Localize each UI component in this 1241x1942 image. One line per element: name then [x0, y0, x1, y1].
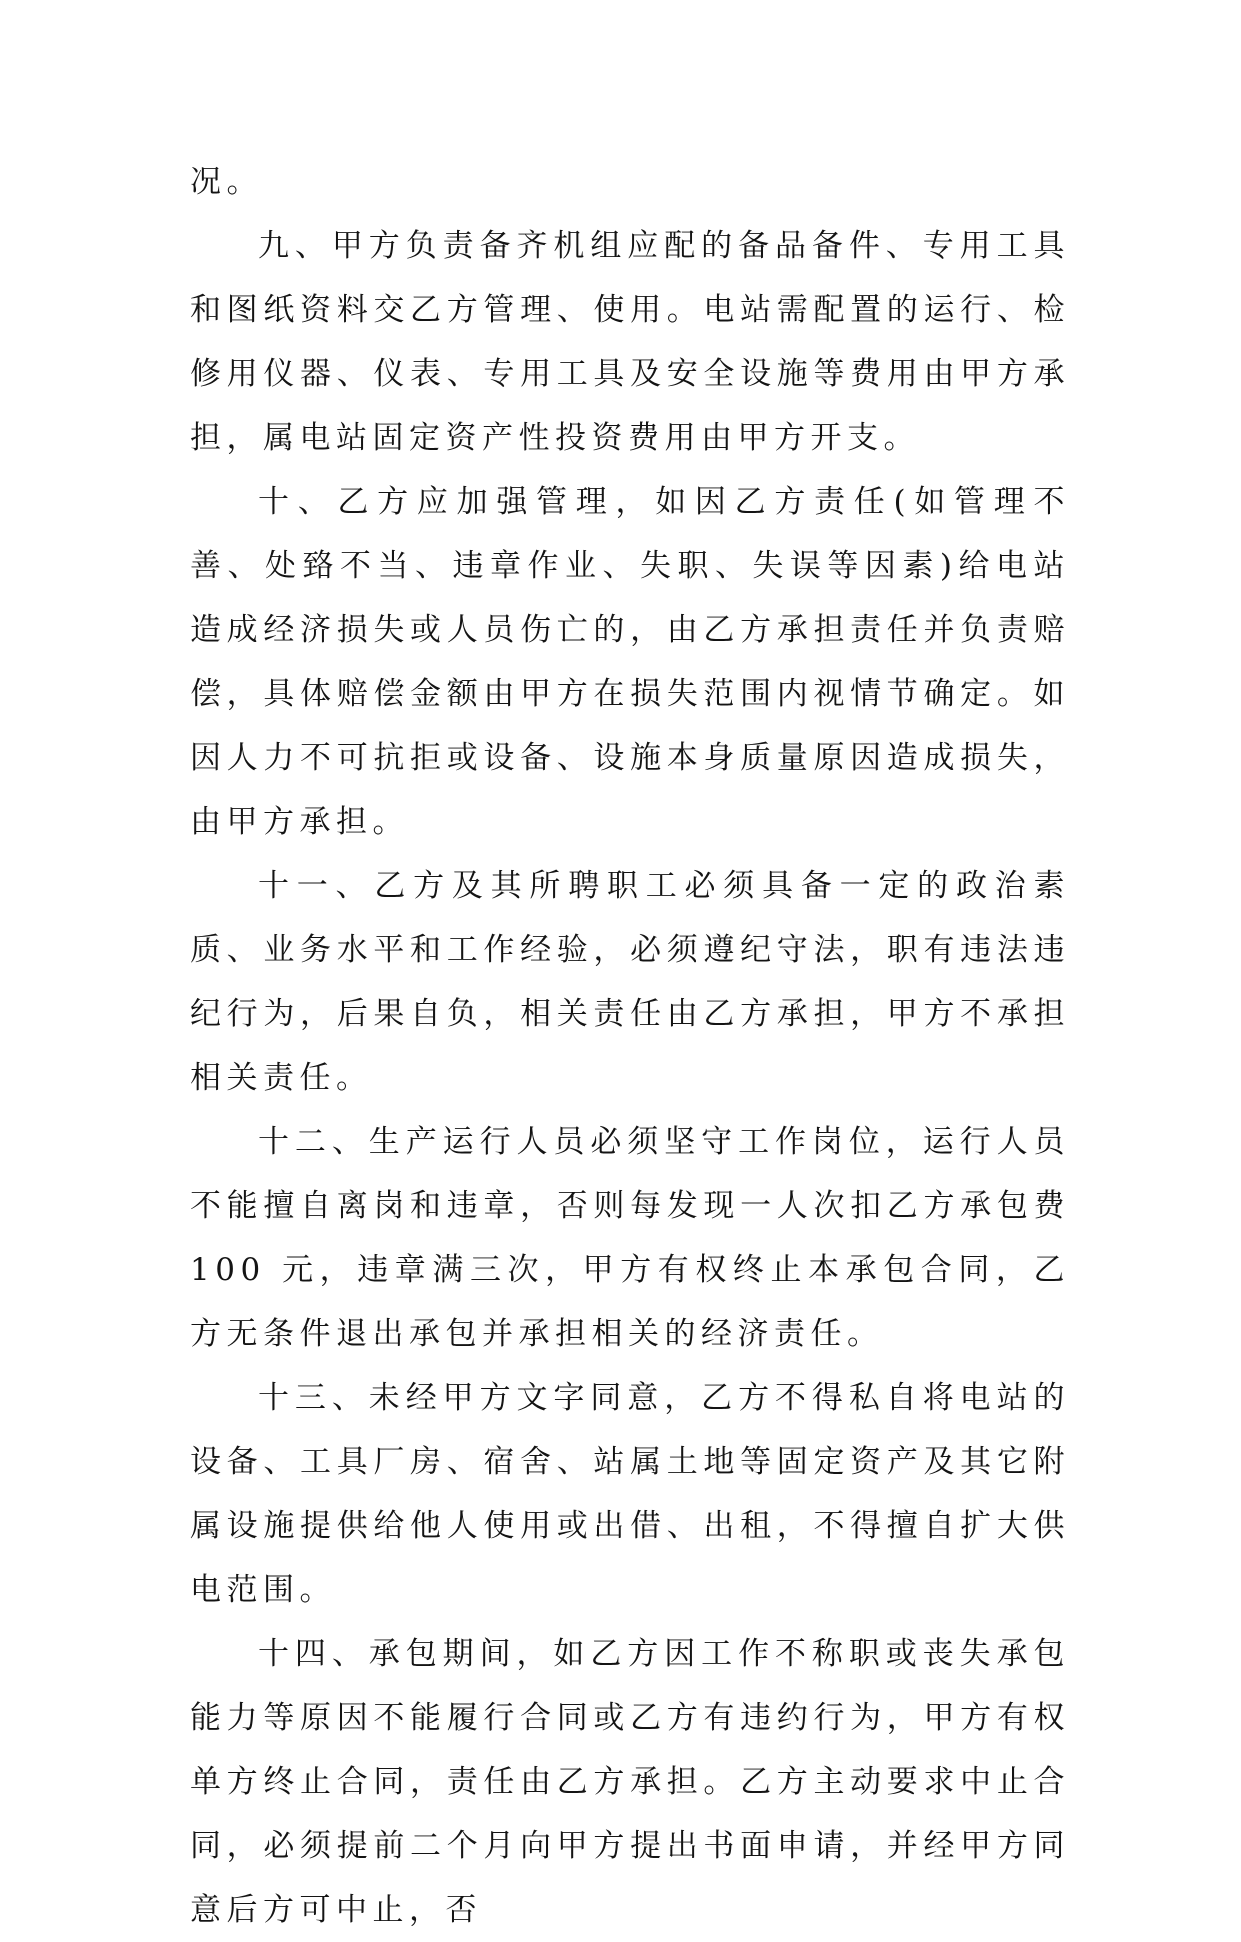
paragraph-clause-13: 十三、未经甲方文字同意，乙方不得私自将电站的设备、工具厂房、宿舍、站属土地等固定资产及其它附属设施提供给他人使用或出借、出租，不得擅自扩大供电范围。	[190, 1380, 1070, 1608]
paragraph-continuation: 况。	[190, 164, 263, 200]
paragraph-clause-12: 十二、生产运行人员必须坚守工作岗位，运行人员不能擅自离岗和违章，否则每发现一人次扣乙方承包费 100 元，违章满三次，甲方有权终止本承包合同，乙方无条件退出承包并承担相关的经济责任。	[190, 1124, 1070, 1352]
paragraph-clause-9: 九、甲方负责备齐机组应配的备品备件、专用工具和图纸资料交乙方管理、使用。电站需配置的运行、检修用仪器、仪表、专用工具及安全设施等费用由甲方承担，属电站固定资产性投资费用由甲方开支。	[190, 228, 1070, 456]
paragraph-clause-11: 十一、乙方及其所聘职工必须具备一定的政治素质、业务水平和工作经验，必须遵纪守法，职有违法违纪行为，后果自负，相关责任由乙方承担，甲方不承担相关责任。	[190, 868, 1070, 1096]
paragraph-clause-10: 十、乙方应加强管理，如因乙方责任(如管理不善、处臵不当、违章作业、失职、失误等因素)给电站造成经济损失或人员伤亡的，由乙方承担责任并负责赔偿，具体赔偿金额由甲方在损失范围内视情节确定。如因人力不可抗拒或设备、设施本身质量原因造成损失，由甲方承担。	[190, 484, 1070, 840]
document-body	[190, 150, 1070, 1942]
paragraph-clause-14: 十四、承包期间，如乙方因工作不称职或丧失承包能力等原因不能履行合同或乙方有违约行为，甲方有权单方终止合同，责任由乙方承担。乙方主动要求中止合同，必须提前二个月向甲方提出书面申请，并经甲方同意后方可中止，否	[190, 1636, 1070, 1928]
